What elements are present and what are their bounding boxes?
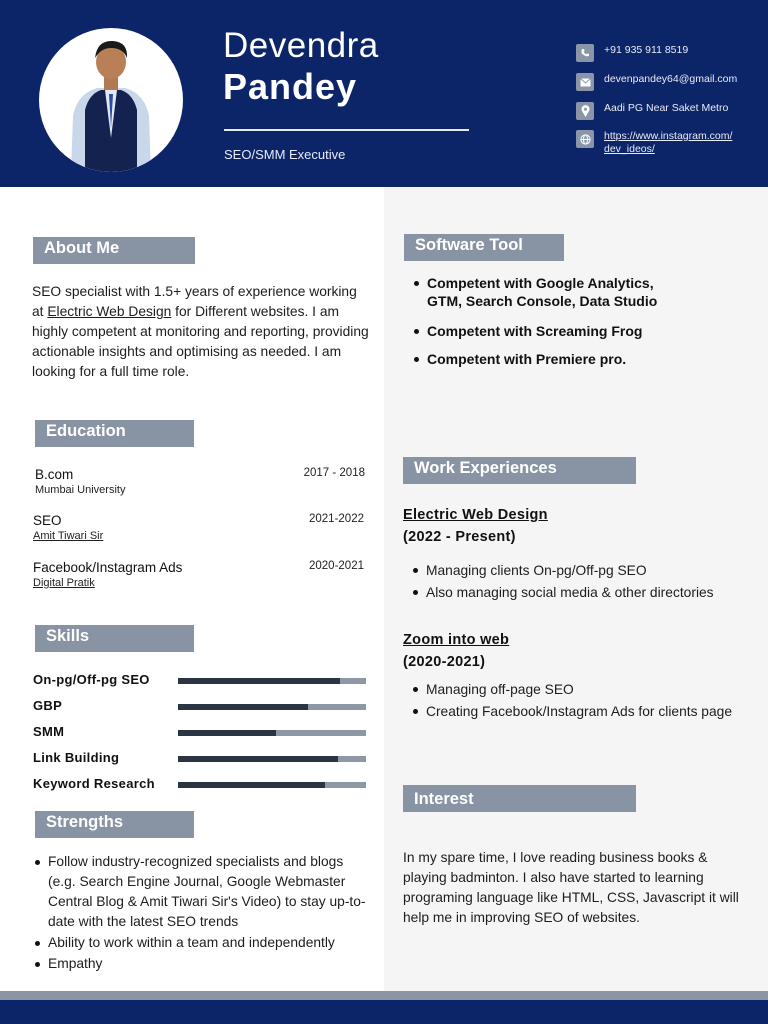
- location-icon: [576, 102, 594, 120]
- about-heading: About Me: [33, 237, 195, 264]
- footer-strip: [0, 991, 768, 1000]
- education-years: 2021-2022: [309, 513, 364, 525]
- skill-bar: [178, 730, 366, 736]
- work-company: Electric Web Design: [403, 507, 548, 523]
- last-name: Pandey: [223, 66, 358, 107]
- instagram-link[interactable]: https://www.instagram.com/dev_ideos/: [604, 130, 733, 155]
- list-item: Empathy: [30, 954, 372, 974]
- list-item: Also managing social media & other directories: [408, 584, 758, 601]
- education-degree: Facebook/Instagram Ads: [33, 560, 183, 575]
- education-school: Digital Pratik: [33, 577, 95, 589]
- education-degree: B.com: [35, 467, 74, 482]
- globe-icon: [576, 130, 594, 148]
- work-company: Zoom into web: [403, 632, 510, 648]
- skill-level-fill: [178, 678, 340, 684]
- skill-label: GBP: [33, 698, 63, 713]
- list-item: Managing clients On-pg/Off-pg SEO: [408, 562, 758, 579]
- education-heading: Education: [35, 420, 194, 447]
- education-years: 2017 - 2018: [303, 467, 365, 479]
- education-school: Amit Tiwari Sir: [33, 530, 104, 542]
- list-item: Competent with Premiere pro.: [409, 350, 634, 368]
- email-icon: [576, 73, 594, 91]
- skill-label: On-pg/Off-pg SEO: [33, 672, 150, 687]
- work-points: [408, 681, 748, 725]
- list-item: Follow industry-recognized specialists and blogs (e.g. Search Engine Journal, Google Webmaster Central Blog & Amit Tiwari Sir's Video) to stay up-to-date with the latest SEO trends: [30, 852, 372, 932]
- footer-bar: [0, 1000, 768, 1024]
- electric-web-design-link[interactable]: Electric Web Design: [47, 304, 172, 319]
- name-divider: [224, 129, 469, 131]
- list-item: Competent with Google Analytics, GTM, Search Console, Data Studio: [409, 274, 667, 310]
- education-school: Mumbai University: [35, 484, 126, 496]
- list-item: Managing off-page SEO: [408, 681, 748, 698]
- skills-heading: Skills: [35, 625, 194, 652]
- skill-label: SMM: [33, 724, 65, 739]
- skill-level-fill: [178, 756, 338, 762]
- interest-heading: Interest: [403, 785, 636, 812]
- list-item: Competent with Screaming Frog: [409, 322, 644, 340]
- list-item: Creating Facebook/Instagram Ads for clients page: [408, 703, 748, 720]
- list-item: Ability to work within a team and independently: [30, 933, 372, 953]
- strengths-heading: Strengths: [35, 811, 194, 838]
- skill-bar: [178, 704, 366, 710]
- about-text: SEO specialist with 1.5+ years of experience working at Electric Web Design for Different websites. I am highly competent at monitoring and reporting, providing actionable insights and optimising as needed. I am looking for a full time role.: [32, 284, 369, 379]
- skill-level-fill: [178, 704, 308, 710]
- skill-bar: [178, 782, 366, 788]
- phone-icon: [576, 44, 594, 62]
- profile-photo: [39, 28, 183, 172]
- contact-website[interactable]: [576, 130, 736, 156]
- contact-email: devenpandey64@gmail.com: [576, 73, 744, 91]
- strengths-list: [30, 852, 372, 975]
- skill-level-fill: [178, 730, 276, 736]
- software-heading: Software Tool: [404, 234, 564, 261]
- work-period: (2020-2021): [403, 654, 486, 670]
- education-degree: SEO: [33, 513, 62, 528]
- work-heading: Work Experiences: [403, 457, 636, 484]
- software-list: [409, 274, 667, 368]
- interest-text: In my spare time, I love reading business books & playing badminton. I also have started to learning programing language like HTML, CSS, Javascript it will help me in improving SEO of websites.: [403, 850, 739, 925]
- skill-label: Keyword Research: [33, 776, 155, 791]
- work-points: [408, 562, 758, 606]
- resume-header: [0, 0, 768, 187]
- work-period: (2022 - Present): [403, 529, 516, 545]
- skill-label: Link Building: [33, 750, 120, 765]
- education-years: 2020-2021: [309, 560, 364, 572]
- job-title: SEO/SMM Executive: [224, 147, 346, 162]
- contact-location: Aadi PG Near Saket Metro: [576, 102, 744, 120]
- skill-bar: [178, 756, 366, 762]
- contact-phone: +91 935 911 8519: [576, 44, 744, 62]
- first-name: Devendra: [223, 26, 379, 65]
- skill-level-fill: [178, 782, 325, 788]
- skill-bar: [178, 678, 366, 684]
